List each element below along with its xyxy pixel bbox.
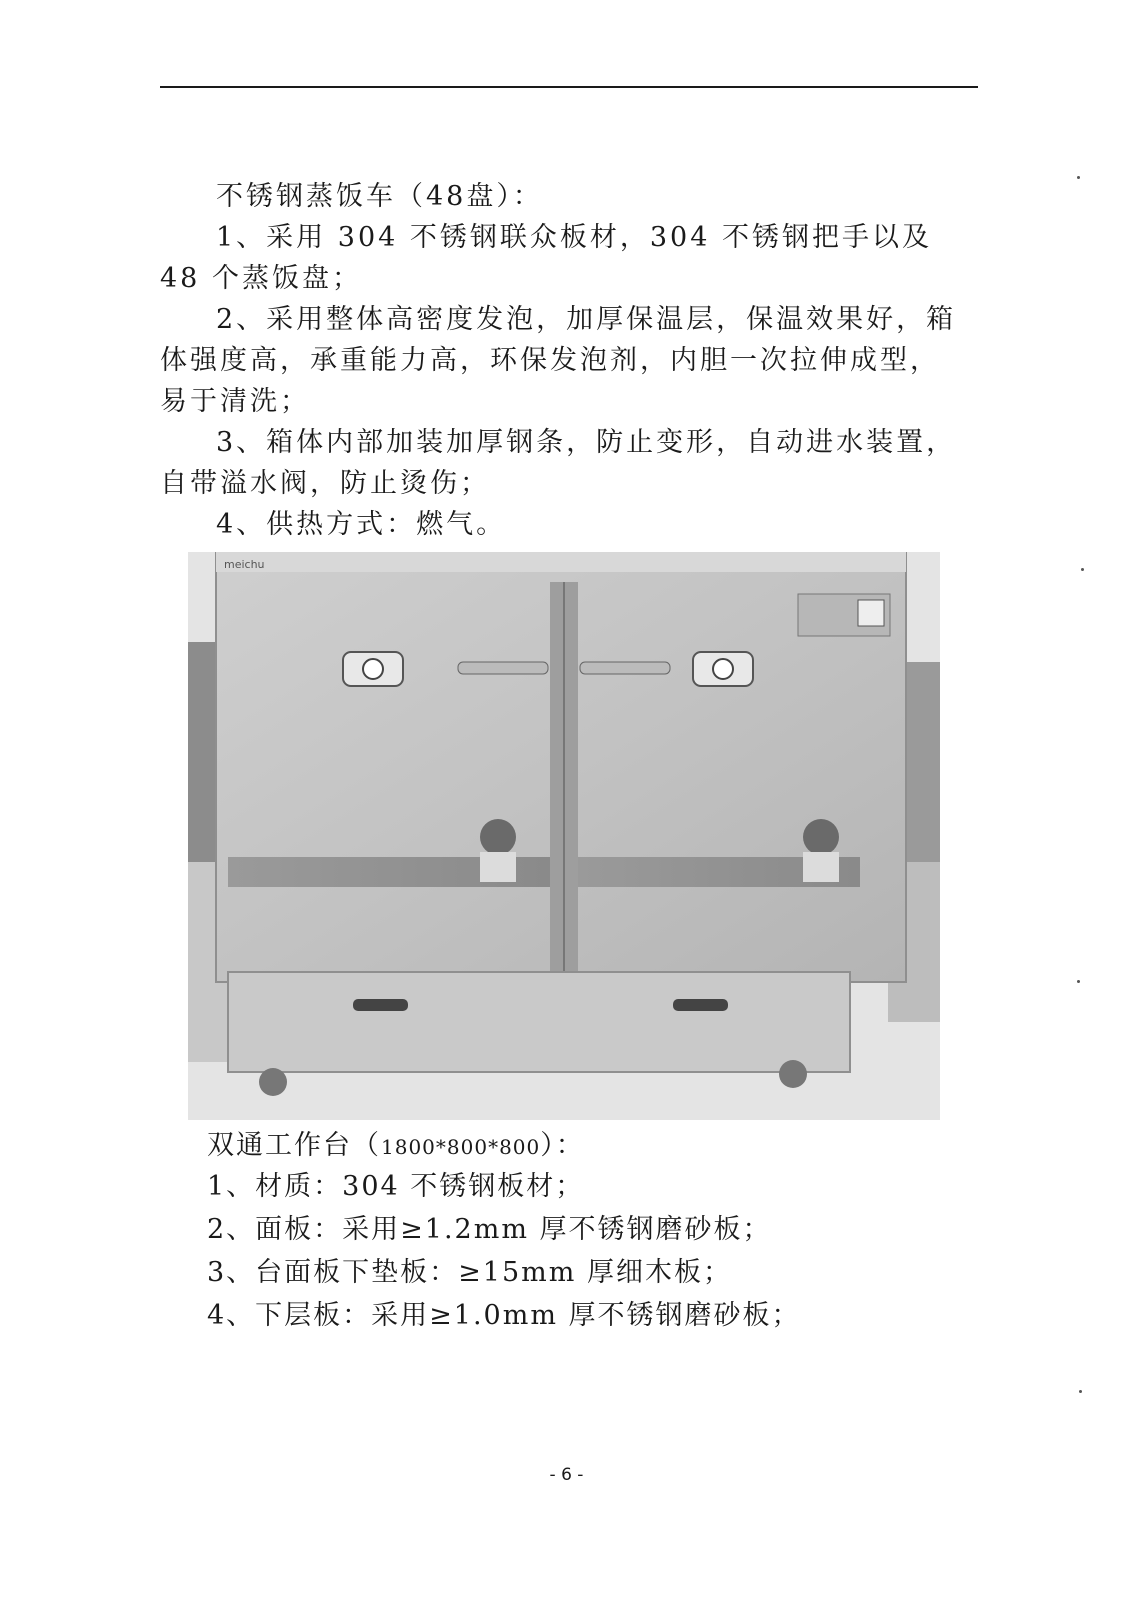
brand-logo: meichu — [224, 558, 265, 571]
steamer-item-4: 4、供热方式：燃气。 — [216, 509, 507, 540]
scan-speck — [1081, 568, 1084, 571]
workbench-item-4: 4、下层板：采用≥1.0mm 厚不锈钢磨砂板； — [207, 1300, 801, 1331]
scan-speck — [1077, 980, 1080, 983]
header-rule — [160, 86, 978, 88]
scan-speck — [1077, 176, 1080, 179]
scan-speck — [1079, 1390, 1082, 1393]
workbench-title: 双通工作台（1800*800*800）： — [207, 1130, 585, 1161]
steamer-cabinet-photo — [188, 552, 940, 1120]
steamer-item-2: 2、采用整体高密度发泡，加厚保温层，保温效果好，箱体强度高，承重能力高，环保发泡剂，内胆一次拉伸成型，易于清洗； — [160, 304, 957, 417]
steamer-title: 不锈钢蒸饭车（48盘）： — [216, 181, 543, 212]
workbench-item-2: 2、面板：采用≥1.2mm 厚不锈钢磨砂板； — [207, 1214, 772, 1245]
page-number: - 6 - — [549, 1465, 584, 1485]
workbench-item-1: 1、材质：304 不锈钢板材； — [207, 1171, 585, 1202]
steamer-item-1: 1、采用 304 不锈钢联众板材，304 不锈钢把手以及 48 个蒸饭盘； — [160, 222, 932, 294]
steamer-item-3: 3、箱体内部加装加厚钢条，防止变形，自动进水装置，自带溢水阀，防止烫伤； — [160, 427, 957, 499]
workbench-item-3: 3、台面板下垫板：≥15mm 厚细木板； — [207, 1257, 732, 1288]
